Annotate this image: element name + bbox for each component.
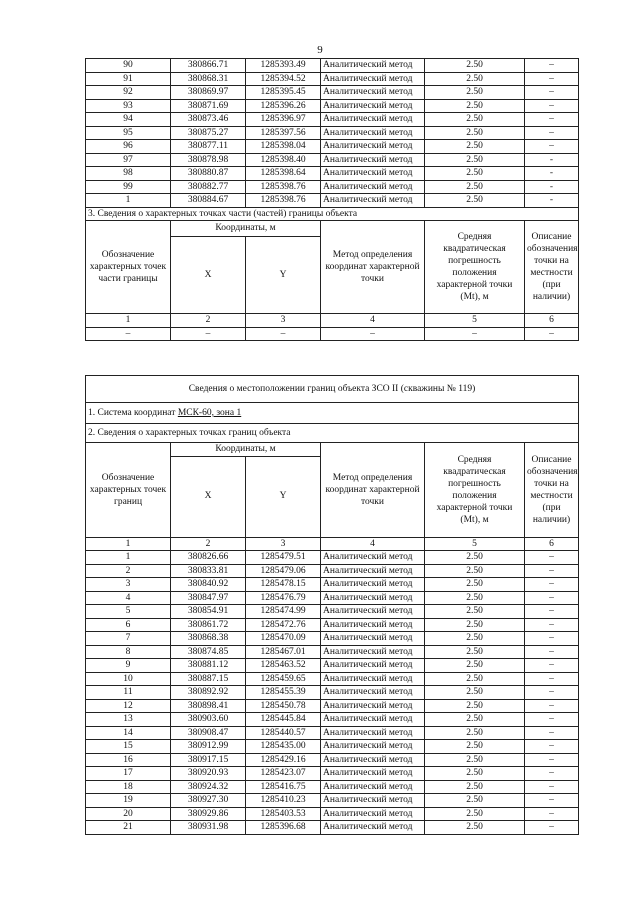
y-coordinate: 1285467.01 — [246, 645, 321, 659]
col-method-header: Метод определения координат характерной точки — [321, 221, 425, 314]
method: Аналитический метод — [321, 72, 425, 86]
description: – — [525, 780, 579, 794]
y-coordinate: 1285459.65 — [246, 672, 321, 686]
table-row — [86, 632, 579, 646]
x-coordinate: 380877.11 — [171, 140, 246, 154]
method: Аналитический метод — [321, 126, 425, 140]
point-number: 12 — [86, 699, 171, 713]
y-coordinate: 1285398.76 — [246, 194, 321, 208]
point-number: 92 — [86, 86, 171, 100]
description: – — [525, 113, 579, 127]
method: Аналитический метод — [321, 86, 425, 100]
accuracy: 2.50 — [425, 140, 525, 154]
method: Аналитический метод — [321, 645, 425, 659]
col-y-header: Y — [246, 236, 321, 313]
method: Аналитический метод — [321, 767, 425, 781]
description: – — [525, 686, 579, 700]
table-row — [86, 807, 579, 821]
method: Аналитический метод — [321, 578, 425, 592]
table-row — [86, 740, 579, 754]
x-coordinate: 380866.71 — [171, 59, 246, 73]
method: Аналитический метод — [321, 153, 425, 167]
y-coordinate: 1285476.79 — [246, 591, 321, 605]
accuracy: 2.50 — [425, 564, 525, 578]
point-number: 2 — [86, 564, 171, 578]
description: – — [525, 726, 579, 740]
section2-title: 2. Сведения о характерных точках границ объекта — [86, 424, 579, 443]
method: Аналитический метод — [321, 821, 425, 835]
table-row — [86, 645, 579, 659]
description: – — [525, 551, 579, 565]
point-number: 14 — [86, 726, 171, 740]
description: – — [525, 59, 579, 73]
y-coordinate: 1285429.16 — [246, 753, 321, 767]
method: Аналитический метод — [321, 780, 425, 794]
point-number: – — [86, 327, 171, 341]
description: – — [525, 713, 579, 727]
table-row — [86, 86, 579, 100]
page-number: 9 — [317, 44, 323, 56]
method: Аналитический метод — [321, 618, 425, 632]
x-coordinate: 380826.66 — [171, 551, 246, 565]
point-number: 96 — [86, 140, 171, 154]
point-number: 97 — [86, 153, 171, 167]
x-coordinate: 380920.93 — [171, 767, 246, 781]
x-coordinate: 380840.92 — [171, 578, 246, 592]
method: Аналитический метод — [321, 564, 425, 578]
accuracy: 2.50 — [425, 645, 525, 659]
point-number: 16 — [86, 753, 171, 767]
x-coordinate: 380880.87 — [171, 167, 246, 181]
accuracy: 2.50 — [425, 99, 525, 113]
y-coordinate: 1285463.52 — [246, 659, 321, 673]
accuracy: 2.50 — [425, 686, 525, 700]
accuracy: 2.50 — [425, 821, 525, 835]
col-method-header: Метод определения координат характерной точки — [321, 443, 425, 538]
x-coordinate: 380917.15 — [171, 753, 246, 767]
description: – — [525, 632, 579, 646]
table-row — [86, 794, 579, 808]
method: Аналитический метод — [321, 551, 425, 565]
point-number: 11 — [86, 686, 171, 700]
point-number: 4 — [86, 591, 171, 605]
accuracy: 2.50 — [425, 699, 525, 713]
section3-title: 3. Сведения о характерных точках части (частей) границы объекта — [86, 207, 579, 221]
y-coordinate: 1285478.15 — [246, 578, 321, 592]
table-row — [86, 659, 579, 673]
table-row — [86, 99, 579, 113]
x-coordinate: 380847.97 — [171, 591, 246, 605]
accuracy: 2.50 — [425, 167, 525, 181]
y-coordinate: 1285393.49 — [246, 59, 321, 73]
x-coordinate: 380868.31 — [171, 72, 246, 86]
column-number: 3 — [246, 537, 321, 551]
y-coordinate: 1285403.53 — [246, 807, 321, 821]
table-row — [86, 126, 579, 140]
x-coordinate: 380929.86 — [171, 807, 246, 821]
method: Аналитический метод — [321, 659, 425, 673]
y-coordinate: 1285398.40 — [246, 153, 321, 167]
method: Аналитический метод — [321, 167, 425, 181]
point-number: 95 — [86, 126, 171, 140]
description: – — [525, 740, 579, 754]
accuracy: 2.50 — [425, 632, 525, 646]
y-coordinate: 1285394.52 — [246, 72, 321, 86]
description: – — [525, 605, 579, 619]
accuracy: 2.50 — [425, 659, 525, 673]
col-description-header: Описание обозначения точки на местности (при наличии) — [525, 221, 579, 314]
table-row — [86, 713, 579, 727]
accuracy: 2.50 — [425, 180, 525, 194]
point-number: 20 — [86, 807, 171, 821]
point-number: 1 — [86, 194, 171, 208]
y-coordinate: 1285397.56 — [246, 126, 321, 140]
accuracy: 2.50 — [425, 72, 525, 86]
column-number: 2 — [171, 314, 246, 328]
table-row — [86, 699, 579, 713]
point-number: 3 — [86, 578, 171, 592]
accuracy: 2.50 — [425, 86, 525, 100]
point-number: 21 — [86, 821, 171, 835]
x-coordinate: 380874.85 — [171, 645, 246, 659]
point-number: 15 — [86, 740, 171, 754]
x-coordinate: 380903.60 — [171, 713, 246, 727]
method: Аналитический метод — [321, 726, 425, 740]
description: – — [525, 821, 579, 835]
description: – — [525, 618, 579, 632]
point-number: 10 — [86, 672, 171, 686]
method: Аналитический метод — [321, 699, 425, 713]
col-x-header: X — [171, 236, 246, 313]
x-coordinate: 380892.92 — [171, 686, 246, 700]
method: Аналитический метод — [321, 140, 425, 154]
description: – — [525, 767, 579, 781]
point-number: 17 — [86, 767, 171, 781]
description: – — [525, 564, 579, 578]
table-row — [86, 59, 579, 73]
method: Аналитический метод — [321, 632, 425, 646]
y-coordinate: 1285445.84 — [246, 713, 321, 727]
point-number: 8 — [86, 645, 171, 659]
method: Аналитический метод — [321, 59, 425, 73]
table-row — [86, 821, 579, 835]
accuracy: 2.50 — [425, 605, 525, 619]
table-row — [86, 578, 579, 592]
col-y-header: Y — [246, 456, 321, 537]
description: – — [525, 327, 579, 341]
column-number: 6 — [525, 314, 579, 328]
coordinate-system-label: 1. Система координат — [88, 407, 178, 418]
description: - — [525, 153, 579, 167]
accuracy: 2.50 — [425, 753, 525, 767]
column-number: 4 — [321, 537, 425, 551]
col-point-name-header: Обозначение характерных точек границ — [86, 443, 171, 538]
y-coordinate: 1285479.51 — [246, 551, 321, 565]
y-coordinate: 1285396.26 — [246, 99, 321, 113]
table-row — [86, 564, 579, 578]
table-row — [86, 194, 579, 208]
point-number: 98 — [86, 167, 171, 181]
point-number: 18 — [86, 780, 171, 794]
column-number: 1 — [86, 314, 171, 328]
col-accuracy-header: Средняя квадратическая погрешность положения характерной точки (Mt), м — [425, 443, 525, 538]
accuracy: 2.50 — [425, 780, 525, 794]
method: Аналитический метод — [321, 807, 425, 821]
y-coordinate: 1285395.45 — [246, 86, 321, 100]
method: Аналитический метод — [321, 194, 425, 208]
accuracy: 2.50 — [425, 740, 525, 754]
x-coordinate: 380881.12 — [171, 659, 246, 673]
table-row — [86, 605, 579, 619]
method: Аналитический метод — [321, 740, 425, 754]
point-number: 13 — [86, 713, 171, 727]
description: – — [525, 86, 579, 100]
table-row — [86, 327, 579, 341]
method: Аналитический метод — [321, 113, 425, 127]
x-coordinate: 380882.77 — [171, 180, 246, 194]
accuracy: 2.50 — [425, 194, 525, 208]
table-row — [86, 113, 579, 127]
x-coordinate: 380854.91 — [171, 605, 246, 619]
table-row — [86, 753, 579, 767]
table-row — [86, 686, 579, 700]
description: - — [525, 180, 579, 194]
x-coordinate: 380873.46 — [171, 113, 246, 127]
zso-ii-table — [85, 375, 579, 835]
y-coordinate: 1285423.07 — [246, 767, 321, 781]
point-number: 1 — [86, 551, 171, 565]
point-number: 7 — [86, 632, 171, 646]
accuracy: 2.50 — [425, 807, 525, 821]
accuracy: 2.50 — [425, 713, 525, 727]
description: – — [525, 126, 579, 140]
column-number: 4 — [321, 314, 425, 328]
y-coordinate: 1285455.39 — [246, 686, 321, 700]
x-coordinate: 380912.99 — [171, 740, 246, 754]
y-coordinate: 1285398.04 — [246, 140, 321, 154]
method: – — [321, 327, 425, 341]
point-number: 91 — [86, 72, 171, 86]
accuracy: 2.50 — [425, 618, 525, 632]
accuracy: 2.50 — [425, 591, 525, 605]
x-coordinate: 380869.97 — [171, 86, 246, 100]
x-coordinate: 380931.98 — [171, 821, 246, 835]
description: – — [525, 578, 579, 592]
accuracy: 2.50 — [425, 113, 525, 127]
x-coordinate: 380924.32 — [171, 780, 246, 794]
description: - — [525, 167, 579, 181]
column-number: 3 — [246, 314, 321, 328]
method: Аналитический метод — [321, 686, 425, 700]
method: Аналитический метод — [321, 713, 425, 727]
block-title: Сведения о местоположении границ объекта ЗСО II (скважины № 119) — [86, 376, 579, 403]
table-row — [86, 767, 579, 781]
table-row — [86, 618, 579, 632]
x-coordinate: 380871.69 — [171, 99, 246, 113]
col-accuracy-header: Средняя квадратическая погрешность положения характерной точки (Mt), м — [425, 221, 525, 314]
x-coordinate: 380861.72 — [171, 618, 246, 632]
x-coordinate: 380908.47 — [171, 726, 246, 740]
coords-header: Координаты, м — [171, 443, 321, 457]
y-coordinate: 1285450.78 — [246, 699, 321, 713]
description: – — [525, 99, 579, 113]
y-coordinate: 1285435.00 — [246, 740, 321, 754]
y-coordinate: 1285416.75 — [246, 780, 321, 794]
y-coordinate: 1285474.99 — [246, 605, 321, 619]
point-number: 6 — [86, 618, 171, 632]
x-coordinate: 380875.27 — [171, 126, 246, 140]
coords-header: Координаты, м — [171, 221, 321, 237]
accuracy: 2.50 — [425, 153, 525, 167]
table-row — [86, 726, 579, 740]
method: Аналитический метод — [321, 99, 425, 113]
y-coordinate: 1285398.64 — [246, 167, 321, 181]
table-row — [86, 153, 579, 167]
table-row — [86, 672, 579, 686]
x-coordinate: 380887.15 — [171, 672, 246, 686]
x-coordinate: 380868.38 — [171, 632, 246, 646]
method: Аналитический метод — [321, 672, 425, 686]
description: – — [525, 699, 579, 713]
description: – — [525, 140, 579, 154]
method: Аналитический метод — [321, 753, 425, 767]
accuracy: 2.50 — [425, 794, 525, 808]
y-coordinate: 1285396.97 — [246, 113, 321, 127]
point-number: 90 — [86, 59, 171, 73]
description: – — [525, 672, 579, 686]
table-row — [86, 551, 579, 565]
table-row — [86, 780, 579, 794]
y-coordinate: 1285396.68 — [246, 821, 321, 835]
y-coordinate: 1285398.76 — [246, 180, 321, 194]
col-description-header: Описание обозначения точки на местности (при наличии) — [525, 443, 579, 538]
y-coordinate: 1285470.09 — [246, 632, 321, 646]
description: – — [525, 591, 579, 605]
point-number: 94 — [86, 113, 171, 127]
description: – — [525, 659, 579, 673]
description: – — [525, 807, 579, 821]
point-number: 19 — [86, 794, 171, 808]
description: – — [525, 794, 579, 808]
point-number: 5 — [86, 605, 171, 619]
method: Аналитический метод — [321, 180, 425, 194]
y-coordinate: 1285472.76 — [246, 618, 321, 632]
point-number: 99 — [86, 180, 171, 194]
accuracy: 2.50 — [425, 126, 525, 140]
description: - — [525, 194, 579, 208]
accuracy: 2.50 — [425, 726, 525, 740]
description: – — [525, 645, 579, 659]
x-coordinate: – — [171, 327, 246, 341]
x-coordinate: 380878.98 — [171, 153, 246, 167]
table-row — [86, 140, 579, 154]
x-coordinate: 380898.41 — [171, 699, 246, 713]
accuracy: 2.50 — [425, 59, 525, 73]
x-coordinate: 380927.30 — [171, 794, 246, 808]
column-number: 2 — [171, 537, 246, 551]
column-number: 5 — [425, 537, 525, 551]
accuracy: 2.50 — [425, 551, 525, 565]
accuracy: 2.50 — [425, 672, 525, 686]
y-coordinate: 1285440.57 — [246, 726, 321, 740]
x-coordinate: 380884.67 — [171, 194, 246, 208]
method: Аналитический метод — [321, 591, 425, 605]
x-coordinate: 380833.81 — [171, 564, 246, 578]
coordinate-system — [86, 403, 579, 424]
point-number: 9 — [86, 659, 171, 673]
col-point-name-header: Обозначение характерных точек части границы — [86, 221, 171, 314]
col-x-header: X — [171, 456, 246, 537]
method: Аналитический метод — [321, 605, 425, 619]
table-row — [86, 180, 579, 194]
table-row — [86, 167, 579, 181]
column-number: 1 — [86, 537, 171, 551]
accuracy: 2.50 — [425, 578, 525, 592]
coordinate-system-value: МСК-60, зона 1 — [177, 407, 242, 418]
point-number: 93 — [86, 99, 171, 113]
y-coordinate: 1285479.06 — [246, 564, 321, 578]
top-points-table — [85, 58, 579, 341]
table-row — [86, 72, 579, 86]
description: – — [525, 72, 579, 86]
table-row — [86, 591, 579, 605]
description: – — [525, 753, 579, 767]
accuracy: – — [425, 327, 525, 341]
column-number: 5 — [425, 314, 525, 328]
column-number: 6 — [525, 537, 579, 551]
y-coordinate: – — [246, 327, 321, 341]
method: Аналитический метод — [321, 794, 425, 808]
y-coordinate: 1285410.23 — [246, 794, 321, 808]
accuracy: 2.50 — [425, 767, 525, 781]
